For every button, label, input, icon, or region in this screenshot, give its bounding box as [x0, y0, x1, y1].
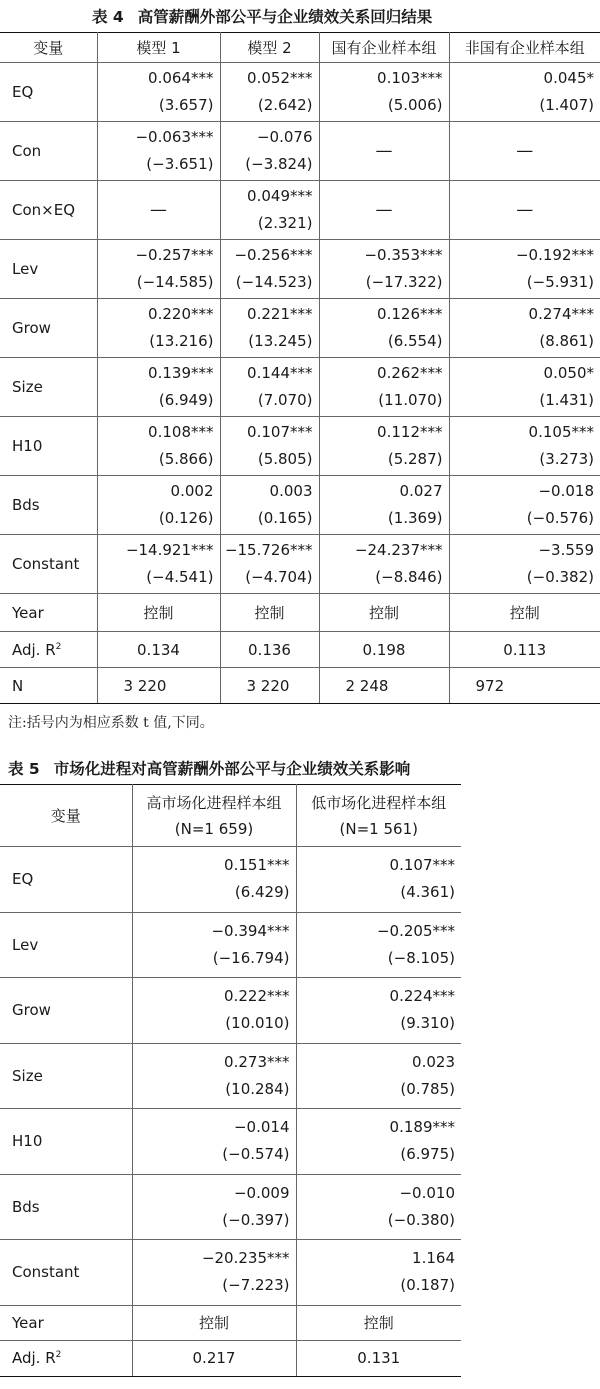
table4-coefficient: −0.018	[538, 482, 594, 500]
table4-value-cell: 3 220	[220, 668, 319, 704]
table5-value-cell	[296, 1240, 461, 1306]
table4-row	[0, 299, 600, 358]
table4-header-cell: 模型 2	[220, 33, 319, 63]
table5-t-value: (10.010)	[225, 1014, 290, 1033]
table4-title: 高管薪酬外部公平与企业绩效关系回归结果	[137, 8, 433, 26]
table4-coefficient: 0.107***	[247, 423, 313, 441]
table5-title: 市场化进程对高管薪酬外部公平与企业绩效关系影响	[53, 760, 411, 778]
table4-estimate	[320, 419, 449, 473]
table4-t-value: (5.006)	[387, 96, 443, 114]
table5-row-label-sup: 2	[55, 1350, 62, 1360]
table4-t-value: (0.126)	[158, 509, 214, 527]
table4-estimate	[98, 478, 220, 532]
table5-value-cell	[132, 978, 296, 1044]
table5-value-cell	[296, 978, 461, 1044]
table4-estimate	[221, 360, 319, 414]
table4-estimate	[221, 242, 319, 296]
table4-row-label	[0, 594, 97, 632]
table4-coefficient: 0.027	[399, 482, 443, 500]
table4-value-cell: 控制	[97, 594, 220, 632]
table4-coefficient: 0.103***	[377, 69, 443, 87]
table4-number: 表 4	[92, 8, 124, 26]
table4-row	[0, 358, 600, 417]
table4-value-cell	[97, 122, 220, 181]
table5-number: 表 5	[8, 760, 40, 778]
table4-value-cell	[220, 476, 319, 535]
table4-coefficient: 0.262***	[377, 364, 443, 382]
table4-coefficient: 0.050*	[543, 364, 594, 382]
table5-value-cell: 0.131	[296, 1340, 461, 1376]
table4-dash: —	[516, 200, 534, 220]
table4-t-value: (5.287)	[387, 450, 443, 468]
table4-row	[0, 181, 600, 240]
table4-row-label-sup: 2	[55, 641, 62, 652]
table4-t-value: (6.554)	[387, 332, 443, 350]
table5-value-cell	[132, 1109, 296, 1175]
table5-t-value: (−0.380)	[387, 1210, 455, 1229]
table4-row-label: Size	[0, 358, 97, 417]
table-note: 注:括号内为相应系数 t 值,下同。	[8, 715, 214, 731]
table4-value-cell	[97, 417, 220, 476]
table4-coefficient: 0.003	[269, 482, 313, 500]
table4-coefficient: 0.049***	[247, 187, 313, 205]
table4-estimate	[221, 419, 319, 473]
table5-row-label: Size	[0, 1043, 132, 1109]
table4-row	[0, 240, 600, 299]
table4-coefficient: 0.274***	[528, 305, 594, 323]
table5-estimate	[133, 1245, 296, 1299]
table5-coefficient: 0.273***	[224, 1052, 290, 1071]
table4-value-cell: 0.198	[319, 632, 449, 668]
table4-t-value: (−14.585)	[136, 273, 214, 291]
table5-t-value: (6.975)	[400, 1145, 455, 1164]
table5-value-cell	[132, 912, 296, 978]
table4-value-cell	[220, 240, 319, 299]
table5-estimate	[297, 1049, 462, 1103]
table5-value-cell	[132, 1240, 296, 1306]
table4-value-cell	[319, 63, 449, 122]
table4-value-cell: 3 220	[97, 668, 220, 704]
table4-row-label: Lev	[0, 240, 97, 299]
table4-t-value: (1.369)	[387, 509, 443, 527]
table4-estimate	[221, 65, 319, 119]
table4-estimate	[98, 360, 220, 414]
table4-t-value: (−4.541)	[146, 568, 214, 586]
table5-value-cell: 控制	[132, 1305, 296, 1340]
table5-estimate	[297, 1114, 462, 1168]
table5-coefficient: −0.009	[233, 1183, 290, 1202]
table4-t-value: (−0.382)	[526, 568, 594, 586]
table5	[0, 784, 461, 1377]
table4-estimate	[450, 242, 600, 296]
table5-row-label-text: Adj. R	[12, 1349, 56, 1367]
table4-t-value: (8.861)	[539, 332, 594, 350]
table4-coefficient: −24.237***	[354, 541, 443, 559]
table4-value-cell	[319, 240, 449, 299]
table4-estimate	[221, 301, 319, 355]
table5-row-label: Constant	[0, 1240, 132, 1306]
table4-t-value: (13.216)	[149, 332, 214, 350]
table4-value-cell	[449, 535, 600, 594]
table4-header-cell: 非国有企业样本组	[449, 33, 600, 63]
table4-t-value: (11.070)	[378, 391, 443, 409]
table5-row	[0, 912, 461, 978]
table4-value-cell	[319, 358, 449, 417]
table5-header-cell	[296, 785, 461, 847]
table4-coefficient: 0.112***	[377, 423, 443, 441]
table4-coefficient: −15.726***	[224, 541, 313, 559]
table4-value-cell	[97, 63, 220, 122]
table4-value-cell	[319, 535, 449, 594]
table4-coefficient: −0.076	[256, 128, 313, 146]
table4-row	[0, 417, 600, 476]
table5-adjr2-row	[0, 1340, 461, 1376]
table5-t-value: (−16.794)	[212, 948, 290, 967]
table4-estimate	[320, 537, 449, 591]
table4-value-cell	[449, 181, 600, 240]
table4-value-cell	[97, 299, 220, 358]
table4-header-cell: 变量	[0, 33, 97, 63]
table5-coefficient: 0.222***	[224, 987, 290, 1006]
table4-estimate	[320, 301, 449, 355]
table4-value-cell	[449, 299, 600, 358]
table4-header-row	[0, 33, 600, 63]
table5-estimate	[133, 1114, 296, 1168]
table4-header-cell: 模型 1	[97, 33, 220, 63]
table5-row-label: Bds	[0, 1174, 132, 1240]
table5-estimate	[133, 852, 296, 906]
table4-row-label: N	[0, 668, 97, 704]
table4-value-cell: 972	[449, 668, 600, 704]
table5-t-value: (9.310)	[400, 1014, 455, 1033]
table4-estimate	[221, 183, 319, 237]
table4-caption	[92, 5, 432, 27]
table4-value-cell: 0.134	[97, 632, 220, 668]
table5-value-cell	[296, 1043, 461, 1109]
table4-dash: —	[375, 141, 393, 161]
table4-value-cell	[220, 417, 319, 476]
table4-coefficient: −14.921***	[125, 541, 214, 559]
table4-dash: —	[375, 200, 393, 220]
table4-value-cell	[449, 476, 600, 535]
table4-t-value: (6.949)	[158, 391, 214, 409]
table4	[0, 32, 600, 704]
table5-t-value: (6.429)	[234, 883, 290, 902]
table4-t-value: (1.407)	[539, 96, 594, 114]
table5-estimate	[133, 983, 296, 1037]
table4-t-value: (−4.704)	[245, 568, 313, 586]
table4-estimate	[320, 360, 449, 414]
table4-value-cell	[220, 181, 319, 240]
table5-year-row	[0, 1305, 461, 1340]
table4-n-row	[0, 668, 600, 704]
table4-coefficient: 0.105***	[528, 423, 594, 441]
table4-value-cell	[449, 240, 600, 299]
table4-value-cell	[97, 358, 220, 417]
table4-estimate	[98, 419, 220, 473]
table4-t-value: (5.805)	[257, 450, 313, 468]
table4-value-cell: 0.136	[220, 632, 319, 668]
table4-t-value: (−14.523)	[235, 273, 313, 291]
table4-value-cell	[319, 417, 449, 476]
table4-value-cell	[220, 63, 319, 122]
table4-value-cell: 2 248	[319, 668, 449, 704]
table5-estimate	[133, 918, 296, 972]
table4-t-value: (13.245)	[248, 332, 313, 350]
table4-estimate	[450, 478, 600, 532]
table4-estimate	[221, 124, 319, 178]
table5-value-cell	[132, 847, 296, 913]
table4-coefficient: 0.045*	[543, 69, 594, 87]
table4-value-cell	[319, 476, 449, 535]
table5-value-cell	[132, 1174, 296, 1240]
table4-value-cell	[449, 417, 600, 476]
table5-value-cell	[296, 1174, 461, 1240]
table4-dash: —	[516, 141, 534, 161]
table4-t-value: (0.165)	[257, 509, 313, 527]
table4-row-label-text: Adj. R	[12, 640, 56, 659]
table5-coefficient: −0.014	[233, 1118, 290, 1137]
table5-coefficient: 1.164	[412, 1249, 455, 1268]
table5-value-cell	[296, 847, 461, 913]
table4-value-cell	[97, 181, 220, 240]
table4-row-label: Bds	[0, 476, 97, 535]
table4-estimate	[98, 242, 220, 296]
table4-value-cell	[97, 476, 220, 535]
table4-row-label	[0, 632, 97, 668]
table5-row-label	[0, 1340, 132, 1376]
table4-estimate	[98, 65, 220, 119]
table5-estimate	[133, 1180, 296, 1234]
table4-t-value: (7.070)	[257, 391, 313, 409]
table4-row	[0, 122, 600, 181]
table5-t-value: (−0.397)	[222, 1210, 290, 1229]
table5-header-line2: (N=1 561)	[339, 819, 418, 838]
table4-t-value: (1.431)	[539, 391, 594, 409]
table5-estimate	[297, 918, 462, 972]
table5-row	[0, 1043, 461, 1109]
table4-value-cell	[220, 358, 319, 417]
table5-coefficient: −0.205***	[376, 921, 455, 940]
table4-coefficient: 0.002	[170, 482, 214, 500]
table4-t-value: (2.321)	[257, 214, 313, 232]
table4-t-value: (3.273)	[539, 450, 594, 468]
table5-value-cell	[296, 1109, 461, 1175]
table4-header-cell: 国有企业样本组	[319, 33, 449, 63]
table5-t-value: (0.785)	[400, 1079, 455, 1098]
table5-header-var: 变量	[0, 785, 132, 847]
table4-t-value: (−8.846)	[375, 568, 443, 586]
table4-value-cell	[220, 122, 319, 181]
table4-value-cell	[449, 358, 600, 417]
table4-coefficient: −0.257***	[135, 246, 214, 264]
table5-header-line1: 低市场化进程样本组	[311, 793, 447, 812]
table5-row-label-text: Year	[12, 1313, 44, 1332]
table5-row	[0, 978, 461, 1044]
table4-row-label: EQ	[0, 63, 97, 122]
table5-value-cell	[296, 912, 461, 978]
table5-caption	[8, 757, 410, 779]
table5-coefficient: 0.023	[412, 1052, 455, 1071]
table5-value-cell	[132, 1043, 296, 1109]
table4-t-value: (5.866)	[158, 450, 214, 468]
table4-row	[0, 535, 600, 594]
table4-estimate	[320, 65, 449, 119]
table4-t-value: (−3.651)	[146, 155, 214, 173]
table4-row-label: Con×EQ	[0, 181, 97, 240]
table4-row-label: Constant	[0, 535, 97, 594]
table5-row	[0, 847, 461, 913]
table5-row-label: EQ	[0, 847, 132, 913]
table4-coefficient: 0.126***	[377, 305, 443, 323]
table4-row-label: Grow	[0, 299, 97, 358]
table5-coefficient: −20.235***	[201, 1249, 290, 1268]
table5-row-label	[0, 1305, 132, 1340]
table5-row-label: Grow	[0, 978, 132, 1044]
table5-header-line2: (N=1 659)	[174, 819, 254, 838]
table4-value-cell	[220, 299, 319, 358]
table4-t-value: (−0.576)	[526, 509, 594, 527]
table4-row-label: Con	[0, 122, 97, 181]
table4-estimate	[320, 478, 449, 532]
table5-t-value: (−7.223)	[222, 1276, 290, 1295]
table4-t-value: (−3.824)	[245, 155, 313, 173]
table4-dash: —	[150, 200, 167, 220]
table4-value-cell	[97, 240, 220, 299]
table4-t-value: (3.657)	[158, 96, 214, 114]
table4-row	[0, 476, 600, 535]
table4-row-label-text: Year	[12, 603, 44, 622]
table5-t-value: (−8.105)	[387, 948, 455, 967]
table4-estimate	[221, 478, 319, 532]
table4-value-cell	[319, 299, 449, 358]
table4-coefficient: 0.144***	[247, 364, 313, 382]
table5-coefficient: −0.394***	[211, 921, 290, 940]
table4-t-value: (−17.322)	[365, 273, 443, 291]
table4-estimate	[221, 537, 319, 591]
table4-coefficient: −0.256***	[234, 246, 313, 264]
table4-value-cell	[449, 63, 600, 122]
table5-coefficient: 0.189***	[389, 1118, 455, 1137]
table4-value-cell	[449, 122, 600, 181]
table5-value-cell: 0.217	[132, 1340, 296, 1376]
table4-value-cell	[319, 181, 449, 240]
table4-estimate	[450, 537, 600, 591]
table4-value-cell	[97, 535, 220, 594]
table4-t-value: (−5.931)	[526, 273, 594, 291]
table4-coefficient: −3.559	[538, 541, 594, 559]
table4-coefficient: 0.220***	[148, 305, 214, 323]
table4-coefficient: 0.221***	[247, 305, 313, 323]
table4-estimate	[450, 419, 600, 473]
table4-value-cell: 控制	[220, 594, 319, 632]
table4-row-label: H10	[0, 417, 97, 476]
table4-t-value: (2.642)	[257, 96, 313, 114]
table5-estimate	[297, 1180, 462, 1234]
table5-header-row	[0, 785, 461, 847]
table4-year-row	[0, 594, 600, 632]
table5-value-cell: 控制	[296, 1305, 461, 1340]
table4-coefficient: 0.064***	[148, 69, 214, 87]
table4-row	[0, 63, 600, 122]
table4-estimate	[98, 301, 220, 355]
table4-coefficient: −0.192***	[515, 246, 594, 264]
table5-row	[0, 1109, 461, 1175]
table4-coefficient: −0.063***	[135, 128, 214, 146]
table5-row-label: Lev	[0, 912, 132, 978]
table4-coefficient: 0.139***	[148, 364, 214, 382]
table5-t-value: (10.284)	[225, 1079, 290, 1098]
table5-estimate	[297, 983, 462, 1037]
table4-estimate	[320, 242, 449, 296]
table5-coefficient: 0.151***	[224, 856, 290, 875]
table5-t-value: (−0.574)	[222, 1145, 290, 1164]
table4-value-cell: 控制	[319, 594, 449, 632]
table5-row	[0, 1240, 461, 1306]
table4-estimate	[98, 124, 220, 178]
table5-estimate	[297, 852, 462, 906]
table5-header-cell	[132, 785, 296, 847]
table5-row	[0, 1174, 461, 1240]
table4-value-cell: 0.113	[449, 632, 600, 668]
table4-estimate	[450, 301, 600, 355]
table5-coefficient: −0.010	[399, 1183, 455, 1202]
table4-adjr2-row	[0, 632, 600, 668]
table4-estimate	[98, 537, 220, 591]
table5-row-label: H10	[0, 1109, 132, 1175]
table4-coefficient: −0.353***	[364, 246, 443, 264]
table4-value-cell	[319, 122, 449, 181]
table4-estimate	[450, 360, 600, 414]
table5-t-value: (0.187)	[400, 1276, 455, 1295]
table5-estimate	[297, 1245, 462, 1299]
table4-estimate	[450, 65, 600, 119]
table5-estimate	[133, 1049, 296, 1103]
table4-value-cell	[220, 535, 319, 594]
table4-value-cell: 控制	[449, 594, 600, 632]
table5-coefficient: 0.224***	[389, 987, 455, 1006]
table4-coefficient: 0.052***	[247, 69, 313, 87]
table5-coefficient: 0.107***	[389, 856, 455, 875]
table4-coefficient: 0.108***	[148, 423, 214, 441]
table5-header-line1: 高市场化进程样本组	[146, 793, 282, 812]
table5-t-value: (4.361)	[400, 883, 455, 902]
